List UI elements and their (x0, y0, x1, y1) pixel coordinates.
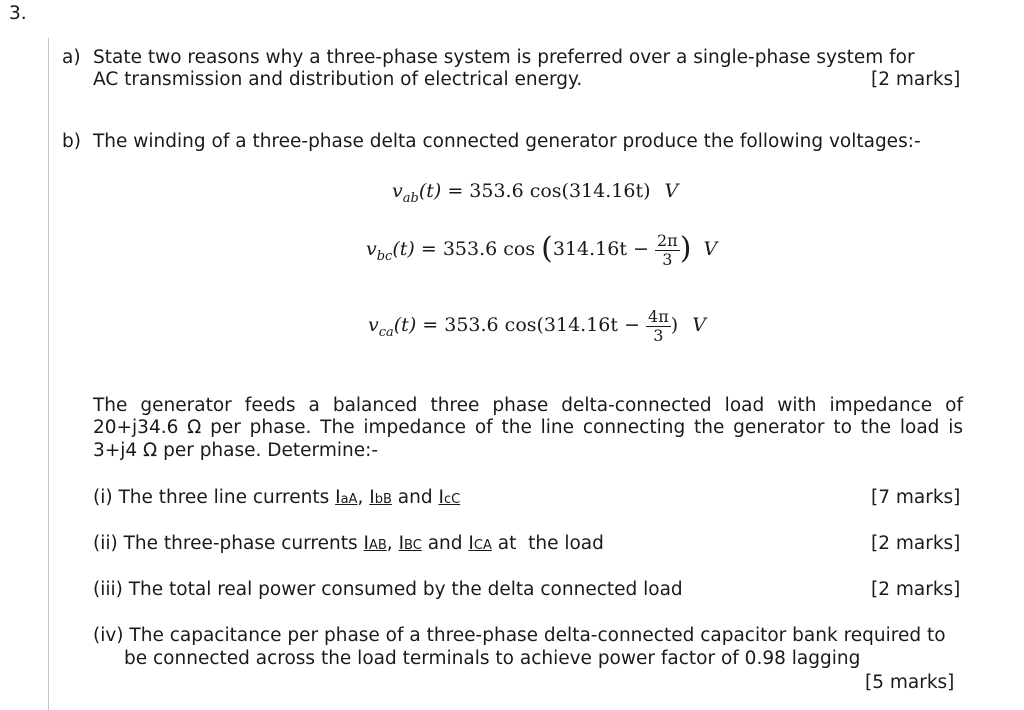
eq-ca-den: 3 (653, 325, 664, 345)
current-AB (364, 533, 387, 554)
part-a-label: a) (62, 47, 81, 68)
eq-ca-num: 4π (648, 307, 669, 326)
item-iv-line2: be connected across the load terminals to achieve power factor of 0.98 lagging (124, 648, 861, 669)
current-CA-main: I (468, 533, 474, 554)
current-bB-sub: bB (374, 492, 392, 507)
item-iii-label: (iii) (93, 579, 123, 600)
item-ii (93, 533, 604, 554)
item-ii-text: The three-phase currents (123, 533, 358, 554)
part-a-line2: AC transmission and distribution of electrical energy. (93, 69, 583, 90)
eq-ca-close: ) (670, 314, 679, 337)
eq-ab-var: v (392, 180, 403, 202)
item-i-marks: [7 marks] (871, 487, 961, 508)
item-iv-marks: [5 marks] (865, 672, 955, 693)
item-iv-line1 (93, 625, 946, 646)
item-i (93, 487, 460, 508)
eq-bc-sub: bc (376, 249, 393, 265)
part-b-label: b) (62, 131, 81, 152)
eq-bc-rhs: = 353.6 cos (420, 238, 536, 261)
eq-bc-close-paren: ) (679, 230, 692, 266)
item-ii-label: (ii) (93, 533, 118, 554)
question-number: 3. (9, 3, 27, 24)
current-BC-sub: BC (404, 538, 422, 553)
item-i-label: (i) (93, 487, 113, 508)
current-bB (369, 487, 392, 508)
current-cC-sub: cC (443, 492, 461, 507)
eq-ca-sub: ca (378, 325, 394, 341)
eq-ca-arg: (t) (393, 314, 417, 337)
part-a-line1: State two reasons why a three-phase system is preferred over a single-phase system for (93, 47, 915, 68)
current-AB-sub: AB (368, 538, 387, 553)
eq-bc-den: 3 (662, 249, 673, 269)
part-b-intro: The winding of a three-phase delta connected generator produce the following voltages:- (93, 131, 921, 152)
current-CA (468, 533, 491, 554)
equation-vab (392, 180, 679, 206)
item-iii-marks: [2 marks] (871, 579, 961, 600)
item-ii-post: at the load (497, 533, 604, 554)
eq-ca-rhs: = 353.6 cos(314.16t − (422, 314, 640, 337)
sep: , (357, 487, 364, 508)
load-paragraph-line2: 20+j34.6 Ω per phase. The impedance of the line connecting the generator to the load is (93, 417, 963, 438)
item-iii (93, 579, 683, 600)
eq-ab-unit: V (664, 180, 679, 202)
current-bB-main: I (369, 487, 375, 508)
eq-ab-sub: ab (402, 191, 419, 206)
and-word: and (427, 533, 463, 554)
eq-bc-unit: V (703, 238, 718, 261)
part-a-marks: [2 marks] (871, 69, 961, 90)
item-iv-label: (iv) (93, 625, 124, 646)
load-paragraph-line1: The generator feeds a balanced three phase delta-connected load with impedance of (93, 395, 963, 416)
current-BC (399, 533, 422, 554)
current-aA-main: I (335, 487, 341, 508)
eq-bc-inner: 314.16t − (552, 238, 649, 261)
current-CA-sub: CA (473, 538, 492, 553)
eq-ca-var: v (368, 314, 379, 337)
current-aA (335, 487, 357, 508)
eq-ab-arg: (t) (418, 180, 442, 202)
item-iv-text1: The capacitance per phase of a three-phase delta-connected capacitor bank required to (129, 625, 946, 646)
item-i-text: The three line currents (118, 487, 330, 508)
current-cC-main: I (438, 487, 444, 508)
eq-bc-fraction (655, 232, 680, 268)
current-BC-main: I (398, 533, 405, 554)
and-word: and (397, 487, 433, 508)
item-ii-marks: [2 marks] (871, 533, 961, 554)
page-margin-rule (48, 38, 49, 710)
load-paragraph-line3: 3+j4 Ω per phase. Determine:- (93, 440, 378, 461)
eq-bc-open-paren: ( (541, 230, 553, 266)
equation-vca (368, 308, 706, 344)
eq-ca-fraction (646, 308, 671, 344)
current-cC (438, 487, 460, 508)
eq-ab-rhs: = 353.6 cos(314.16t) (447, 180, 651, 202)
eq-bc-var: v (366, 238, 377, 261)
current-AB-main: I (363, 533, 369, 554)
eq-bc-num: 2π (656, 231, 678, 250)
current-aA-sub: aA (340, 492, 358, 507)
eq-ca-unit: V (692, 314, 706, 337)
eq-bc-arg: (t) (392, 238, 415, 261)
sep: , (386, 533, 393, 554)
item-iii-text: The total real power consumed by the delta connected load (128, 579, 683, 600)
equation-vbc (366, 232, 717, 268)
